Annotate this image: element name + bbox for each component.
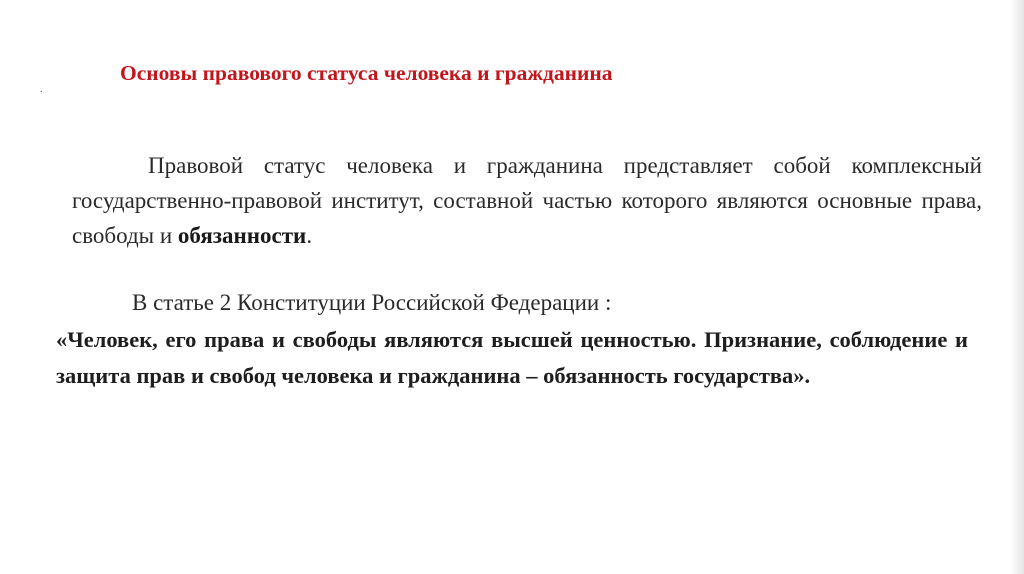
slide-title: Основы правового статуса человека и гражданина [120, 61, 613, 85]
constitution-quote: «Человек, его права и свободы являются высшей ценностью. Признание, соблюдение и защита прав и свобод человека и гражданина – обязанность государства». [56, 327, 968, 388]
definition-paragraph [72, 148, 982, 253]
slide-edge-shadow [1010, 0, 1024, 574]
definition-end: . [306, 223, 313, 248]
stray-dot: . [40, 84, 43, 95]
definition-text: Правовой статус человека и гражданина представляет собой комплексный государственно-правовой институт, составной частью которого являются основные права, свободы и [72, 153, 982, 248]
definition-bold-word: обязанности [177, 223, 307, 248]
constitution-lead: В статье 2 Конституции Российской Федерации : [132, 290, 612, 315]
